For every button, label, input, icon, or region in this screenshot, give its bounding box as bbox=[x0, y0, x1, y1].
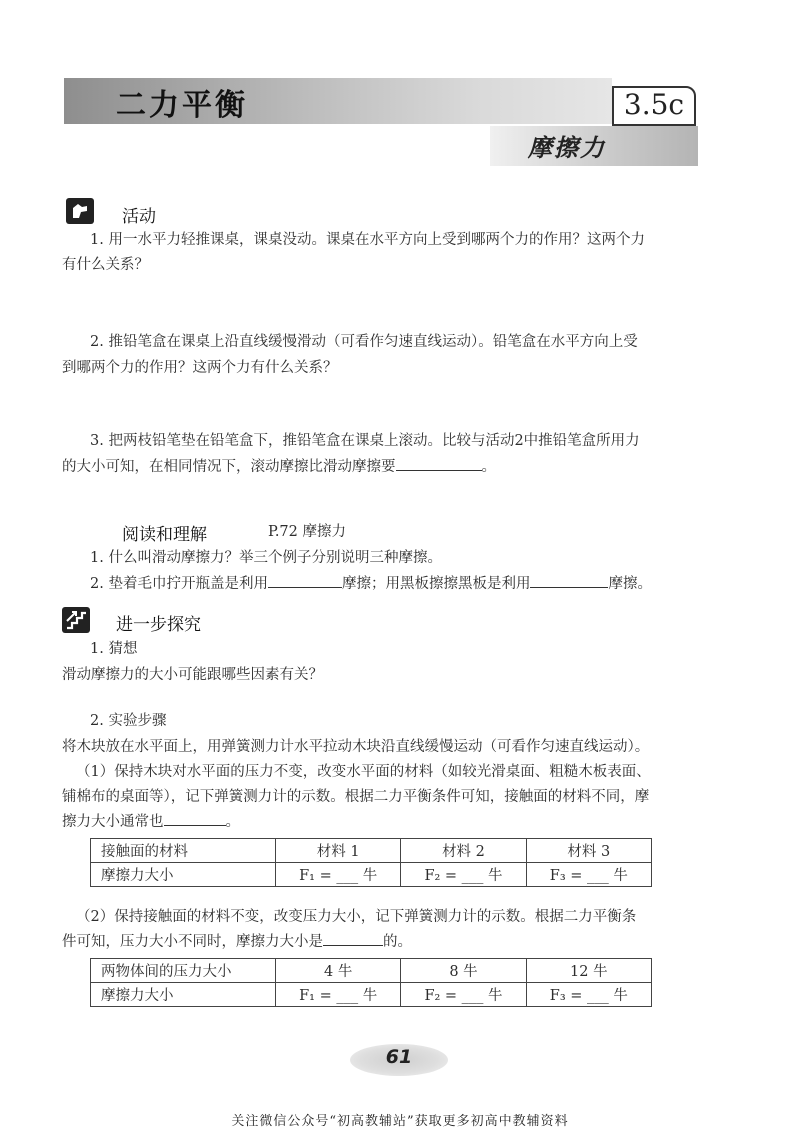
reading-question1: 1. 什么叫滑动摩擦力？举三个例子分别说明三种摩擦。 bbox=[90, 550, 442, 566]
activity-item3-line2 bbox=[62, 455, 496, 479]
answer-blank[interactable] bbox=[323, 931, 383, 946]
procedure-part1-line2: 铺棉布的桌面等），记下弹簧测力计的示数。根据二力平衡条件可知，接触面的材料不同，摩 bbox=[62, 789, 650, 805]
answer-blank[interactable] bbox=[164, 811, 226, 826]
pressure-table bbox=[90, 958, 652, 1007]
reading-heading: 阅读和理解 bbox=[122, 525, 207, 545]
row-label: 摩擦力大小 bbox=[91, 863, 276, 887]
table-cell-answer[interactable]: F₂ = ___ 牛 bbox=[401, 983, 526, 1007]
procedure-part2-line1: （2）保持接触面的材料不变，改变压力大小，记下弹簧测力计的示数。根据二力平衡条 bbox=[76, 909, 637, 925]
procedure-part1-line3 bbox=[62, 810, 240, 834]
reading-q2-part-b: 摩擦；用黑板擦擦黑板是利用 bbox=[341, 576, 531, 592]
page-title: 二力平衡 bbox=[116, 88, 248, 123]
hypothesis-title: 1. 猜想 bbox=[90, 641, 138, 657]
row-label: 摩擦力大小 bbox=[91, 983, 276, 1007]
table-cell-answer[interactable]: F₃ = ___ 牛 bbox=[526, 863, 651, 887]
activity-heading: 活动 bbox=[122, 207, 156, 227]
table-header: 材料 3 bbox=[526, 839, 651, 863]
table-header: 12 牛 bbox=[526, 959, 651, 983]
answer-blank[interactable] bbox=[396, 456, 482, 471]
reading-reference: P.72 摩擦力 bbox=[268, 524, 346, 540]
hypothesis-text: 滑动摩擦力的大小可能跟哪些因素有关？ bbox=[62, 667, 323, 683]
table-header: 材料 2 bbox=[401, 839, 526, 863]
page-number: 61 bbox=[385, 1046, 413, 1068]
table-row bbox=[91, 983, 652, 1007]
procedure-part1-text: 擦力大小通常也 bbox=[62, 814, 164, 830]
table-header: 4 牛 bbox=[276, 959, 401, 983]
activity-item3-line1: 3. 把两枝铅笔垫在铅笔盒下，推铅笔盒在课桌上滚动。比较与活动2中推铅笔盒所用力 bbox=[90, 433, 640, 449]
reading-question2 bbox=[90, 572, 652, 596]
table-cell-answer[interactable]: F₁ = ___ 牛 bbox=[276, 983, 401, 1007]
activity-item1-line1: 1. 用一水平力轻推课桌，课桌没动。课桌在水平方向上受到哪两个力的作用？这两个力 bbox=[90, 232, 645, 248]
stairs-icon bbox=[62, 607, 90, 633]
reading-q2-part-c: 摩擦。 bbox=[608, 576, 652, 592]
section-number: 3.5c bbox=[623, 88, 685, 121]
activity-item2-line2: 到哪两个力的作用？这两个力有什么关系？ bbox=[62, 360, 338, 376]
table-cell-answer[interactable]: F₂ = ___ 牛 bbox=[401, 863, 526, 887]
table-cell-answer[interactable]: F₁ = ___ 牛 bbox=[276, 863, 401, 887]
activity-item3-end: 。 bbox=[481, 459, 496, 475]
activity-item3-text: 的大小可知，在相同情况下，滚动摩擦比滑动摩擦要 bbox=[62, 459, 396, 475]
table-row bbox=[91, 959, 652, 983]
table-cell-answer[interactable]: F₃ = ___ 牛 bbox=[526, 983, 651, 1007]
procedure-part2-text: 件可知，压力大小不同时，摩擦力大小是 bbox=[62, 934, 323, 950]
reading-q2-part-a: 2. 垫着毛巾拧开瓶盖是利用 bbox=[90, 576, 268, 592]
procedure-part1-end: 。 bbox=[225, 814, 240, 830]
procedure-part1-line1: （1）保持木块对水平面的压力不变，改变水平面的材料（如较光滑桌面、粗糙木板表面、 bbox=[76, 764, 651, 780]
page-subtitle: 摩擦力 bbox=[528, 134, 606, 162]
footer-note: 关注微信公众号“初高教辅站”获取更多初高中教辅资料 bbox=[231, 1114, 569, 1129]
activity-item1-line2: 有什么关系？ bbox=[62, 257, 149, 273]
procedure-line1: 将木块放在水平面上，用弹簧测力计水平拉动木块沿直线缓慢运动（可看作匀速直线运动）。 bbox=[62, 739, 650, 755]
table-header: 8 牛 bbox=[401, 959, 526, 983]
table-header: 两物体间的压力大小 bbox=[91, 959, 276, 983]
table-header: 接触面的材料 bbox=[91, 839, 276, 863]
table-row bbox=[91, 839, 652, 863]
procedure-title: 2. 实验步骤 bbox=[90, 713, 167, 729]
further-heading: 进一步探究 bbox=[116, 615, 201, 635]
answer-blank[interactable] bbox=[268, 573, 342, 588]
answer-blank[interactable] bbox=[530, 573, 608, 588]
material-table bbox=[90, 838, 652, 887]
table-row bbox=[91, 863, 652, 887]
hand-icon bbox=[66, 198, 94, 224]
table-header: 材料 1 bbox=[276, 839, 401, 863]
activity-item2-line1: 2. 推铅笔盒在课桌上沿直线缓慢滑动（可看作匀速直线运动）。铅笔盒在水平方向上受 bbox=[90, 334, 638, 350]
procedure-part2-end: 的。 bbox=[383, 934, 412, 950]
procedure-part2-line2 bbox=[62, 930, 412, 954]
